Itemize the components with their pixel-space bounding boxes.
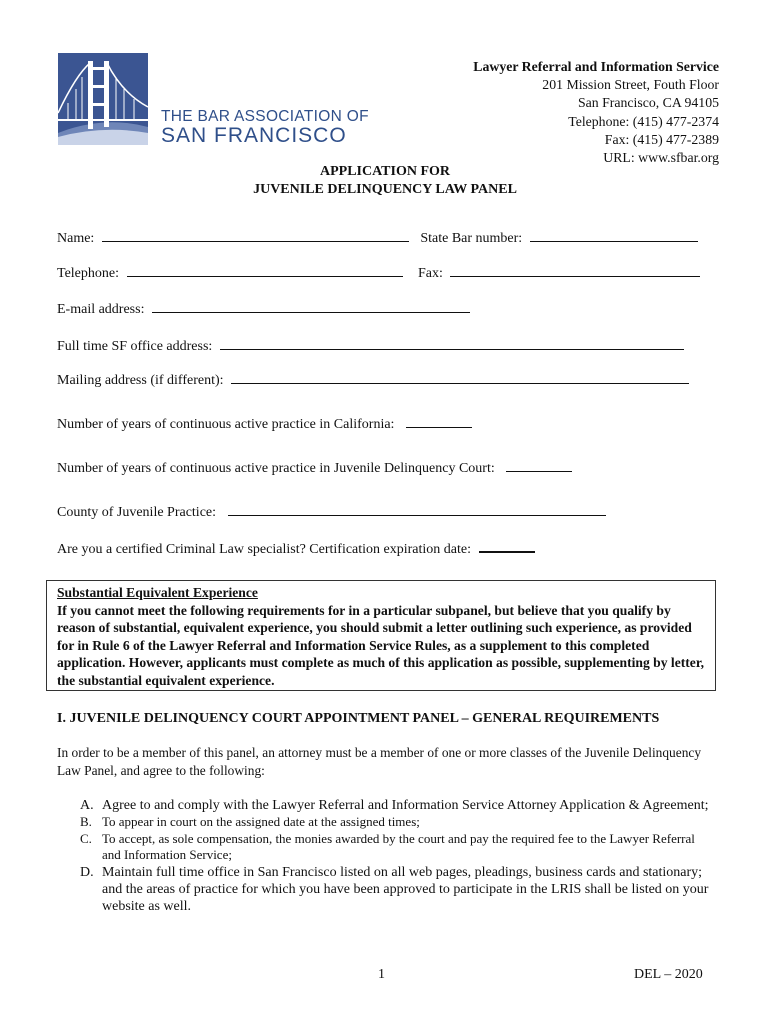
- name-label: Name:: [57, 231, 95, 246]
- years-california-label: Number of years of continuous active practice in California:: [57, 417, 395, 432]
- equivalent-experience-heading: Substantial Equivalent Experience: [57, 585, 258, 600]
- fax-field[interactable]: [450, 264, 700, 277]
- section-intro: In order to be a member of this panel, an attorney must be a member of one or more classes of the Juvenile Delinquency Law Panel, and agree to the following:: [57, 745, 702, 778]
- logo-text-line1: THE BAR ASSOCIATION OF: [161, 108, 369, 125]
- form-code: DEL – 2020: [634, 967, 703, 982]
- county-row: [57, 503, 606, 521]
- address-line2: San Francisco, CA 94105: [577, 95, 719, 111]
- equivalent-experience-box: [46, 580, 716, 691]
- years-juvenile-field[interactable]: [506, 459, 572, 472]
- telephone-label: Telephone:: [57, 266, 119, 281]
- list-marker: D.: [80, 864, 94, 880]
- url-line: URL: www.sfbar.org: [603, 150, 719, 166]
- certified-label: Are you a certified Criminal Law specialist? Certification expiration date:: [57, 542, 472, 557]
- office-address-row: [57, 337, 684, 355]
- county-field[interactable]: [228, 503, 606, 516]
- golden-gate-bridge-icon: [58, 53, 148, 145]
- page-number: 1: [378, 967, 385, 982]
- list-item-text: To accept, as sole compensation, the monies awarded by the court and pay the required fee to the Lawyer Referral and Information Service;: [102, 830, 695, 862]
- list-marker: A.: [80, 798, 94, 813]
- list-item: [73, 864, 713, 915]
- office-address-field[interactable]: [220, 337, 684, 350]
- list-marker: B.: [80, 814, 92, 829]
- requirements-list: [73, 797, 713, 915]
- state-bar-label: State Bar number:: [420, 231, 523, 246]
- logo-text-line2: SAN FRANCISCO: [161, 124, 347, 147]
- certification-date-field[interactable]: [479, 539, 535, 553]
- name-field[interactable]: [102, 229, 409, 242]
- mailing-address-field[interactable]: [231, 371, 689, 384]
- certified-row: [57, 539, 535, 558]
- fax-label: Fax:: [418, 266, 443, 281]
- name-row: [57, 229, 698, 247]
- email-field[interactable]: [152, 300, 470, 313]
- address-line1: 201 Mission Street, Fouth Floor: [542, 77, 719, 93]
- mailing-address-row: [57, 371, 689, 389]
- list-item: [73, 831, 713, 864]
- list-item: [73, 797, 713, 814]
- form-title: [0, 163, 770, 199]
- contact-block: [473, 58, 719, 167]
- form-title-line1: APPLICATION FOR: [319, 164, 451, 179]
- years-juvenile-label: Number of years of continuous active practice in Juvenile Delinquency Court:: [57, 461, 495, 476]
- years-juvenile-row: [57, 459, 572, 477]
- telephone-field[interactable]: [127, 264, 403, 277]
- years-california-field[interactable]: [406, 415, 472, 428]
- state-bar-field[interactable]: [530, 229, 698, 242]
- equivalent-experience-body: If you cannot meet the following requirements for in a particular subpanel, but believe that you qualify by reason of substantial, equivalent experience, you should submit a letter outlining such experience, as provided for in Rule 6 of the Lawyer Referral and Information Service Rules, as a supplement to this completed application. However, applicants must complete as much of this application as possible, supplementing by letter, the substantial equivalent experience.: [57, 602, 705, 688]
- list-item: [73, 814, 713, 831]
- email-row: [57, 300, 470, 318]
- mailing-address-label: Mailing address (if different):: [57, 373, 224, 388]
- fax-line: Fax: (415) 477-2389: [604, 131, 719, 147]
- telephone-row: [57, 264, 700, 282]
- telephone-line: Telephone: (415) 477-2374: [568, 113, 719, 129]
- list-item-text: Agree to and comply with the Lawyer Referral and Information Service Attorney Application & Agreement;: [102, 798, 709, 813]
- list-marker: C.: [80, 830, 92, 846]
- list-item-text: To appear in court on the assigned date at the assigned times;: [102, 814, 420, 829]
- equivalent-experience-text: [57, 584, 707, 690]
- list-item-text: Maintain full time office in San Francisco listed on all web pages, pleadings, business cards and stationary; and the areas of practice for which you have been approved to participate in the LRIS shall be listed on your website as well.: [102, 864, 709, 914]
- office-address-label: Full time SF office address:: [57, 339, 213, 354]
- years-california-row: [57, 415, 472, 433]
- section-heading: I. JUVENILE DELINQUENCY COURT APPOINTMENT PANEL – GENERAL REQUIREMENTS: [57, 711, 660, 726]
- organization-name: Lawyer Referral and Information Service: [473, 59, 719, 74]
- email-label: E-mail address:: [57, 302, 145, 317]
- form-title-line2: JUVENILE DELINQUENCY LAW PANEL: [253, 182, 517, 197]
- county-label: County of Juvenile Practice:: [57, 505, 217, 520]
- bar-association-logo-mark: [58, 53, 148, 145]
